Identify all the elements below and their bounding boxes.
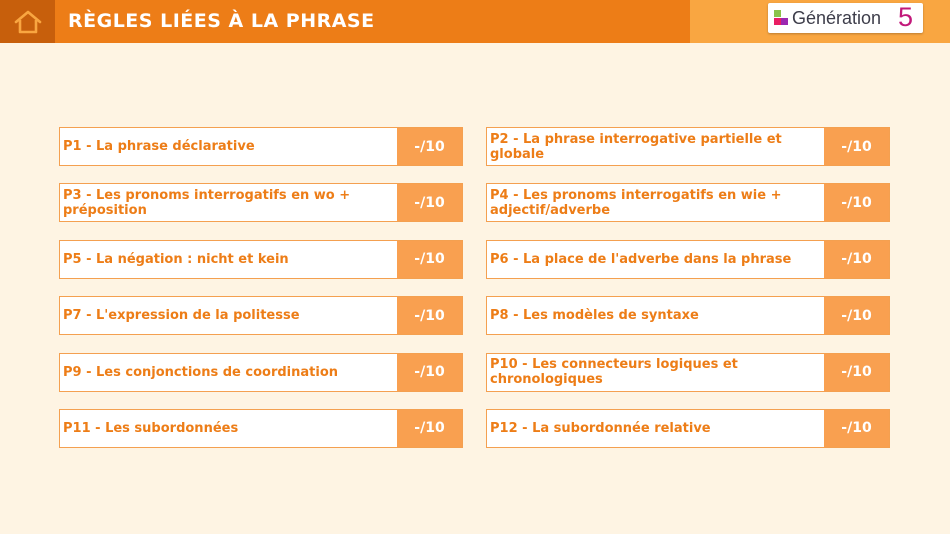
rule-card[interactable] — [59, 409, 463, 448]
rule-label: P4 - Les pronoms interrogatifs en wie + adjectif/adverbe — [490, 187, 782, 218]
rule-card[interactable] — [486, 127, 890, 166]
rule-score: -/10 — [397, 241, 462, 278]
brand-logo — [768, 3, 923, 33]
rule-label: P6 - La place de l'adverbe dans la phrase — [490, 251, 792, 267]
rule-score: -/10 — [397, 410, 462, 447]
rule-card[interactable] — [59, 353, 463, 392]
rule-label: P3 - Les pronoms interrogatifs en wo + préposition — [63, 187, 351, 218]
rule-score: -/10 — [824, 241, 889, 278]
home-button[interactable] — [0, 0, 55, 43]
rule-card[interactable] — [59, 127, 463, 166]
top-bar — [0, 0, 950, 43]
home-icon — [13, 10, 43, 34]
page-title: RÈGLES LIÉES À LA PHRASE — [68, 10, 375, 32]
rule-card[interactable] — [486, 240, 890, 279]
logo-squares-icon — [774, 10, 788, 26]
rule-label: P12 - La subordonnée relative — [490, 420, 711, 436]
rule-score: -/10 — [397, 184, 462, 221]
rule-label: P10 - Les connecteurs logiques et chronologiques — [490, 357, 738, 388]
rule-card[interactable] — [486, 409, 890, 448]
rule-card[interactable] — [486, 296, 890, 335]
brand-name: Génération — [792, 8, 882, 28]
rule-card[interactable] — [59, 296, 463, 335]
rule-score: -/10 — [824, 354, 889, 391]
brand-number: 5 — [898, 2, 914, 32]
rule-label: P2 - La phrase interrogative partielle et globale — [490, 131, 782, 162]
rule-score: -/10 — [824, 297, 889, 334]
rule-label: P8 - Les modèles de syntaxe — [490, 308, 699, 324]
rule-label: P5 - La négation : nicht et kein — [63, 251, 289, 267]
rule-card[interactable] — [486, 183, 890, 222]
rule-score: -/10 — [824, 128, 889, 165]
rule-score: -/10 — [397, 297, 462, 334]
rule-label: P9 - Les conjonctions de coordination — [63, 364, 339, 380]
rule-label: P11 - Les subordonnées — [63, 420, 239, 436]
rule-score: -/10 — [824, 410, 889, 447]
rule-label: P7 - L'expression de la politesse — [63, 308, 300, 324]
rule-card[interactable] — [59, 240, 463, 279]
rule-card[interactable] — [59, 183, 463, 222]
rules-grid — [59, 127, 890, 448]
rule-score: -/10 — [397, 128, 462, 165]
rule-score: -/10 — [397, 354, 462, 391]
rule-label: P1 - La phrase déclarative — [63, 139, 255, 154]
rule-card[interactable] — [486, 353, 890, 392]
rule-score: -/10 — [824, 184, 889, 221]
